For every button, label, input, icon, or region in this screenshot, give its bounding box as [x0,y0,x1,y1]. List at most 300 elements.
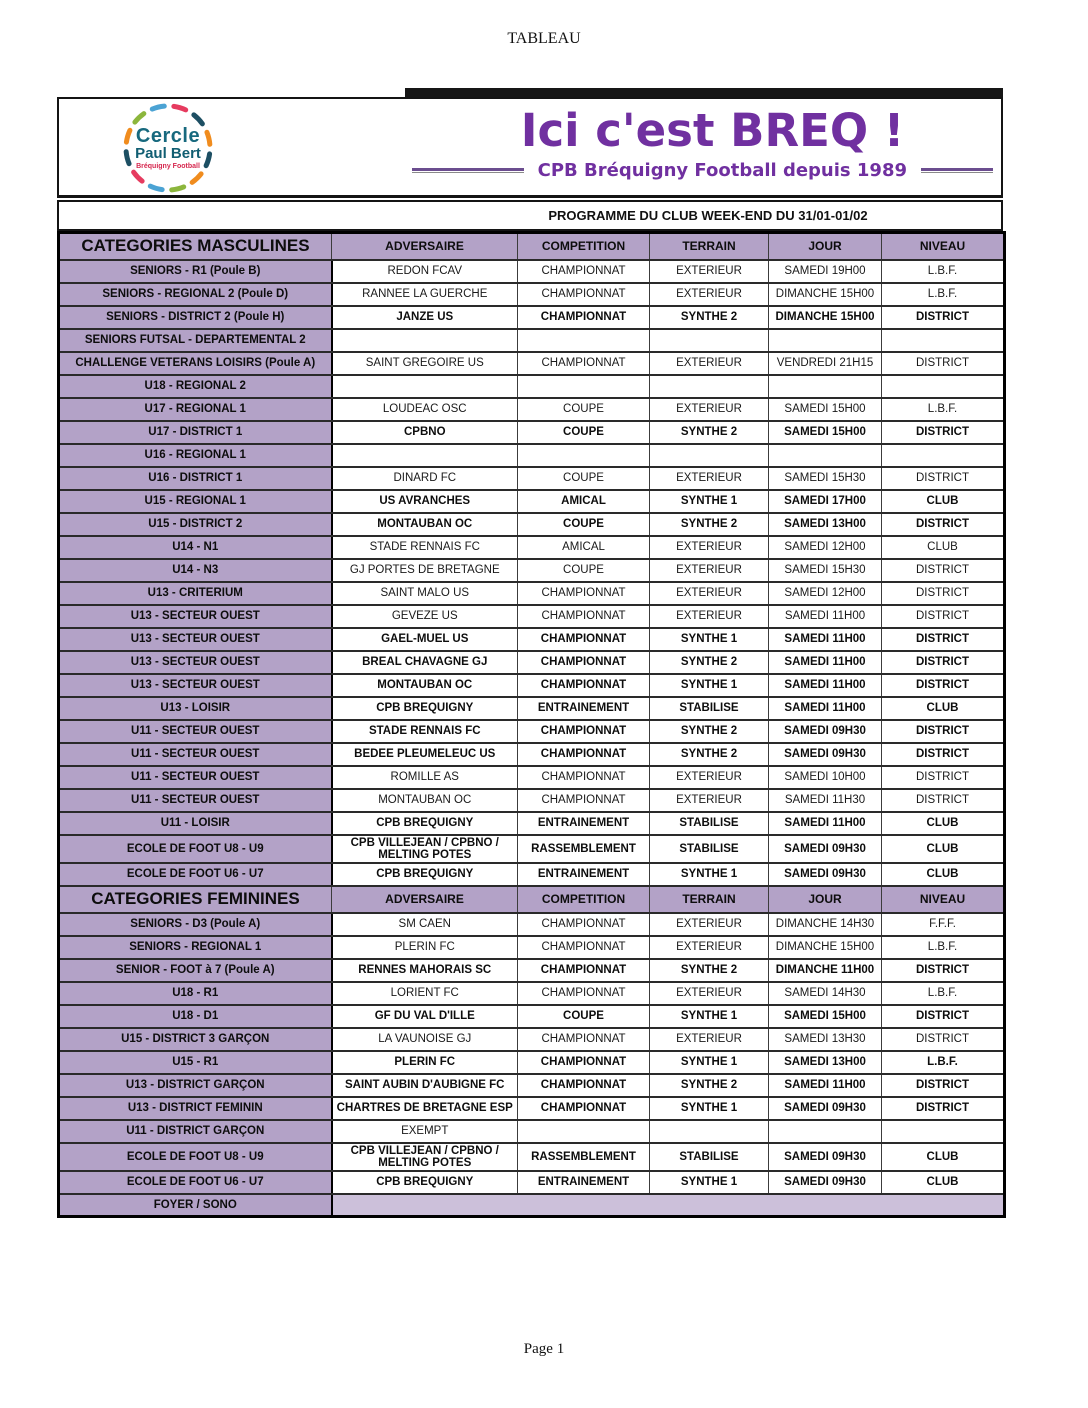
data-cell: MONTAUBAN OC [332,674,518,697]
data-cell: STABILISE [650,697,769,720]
schedule-row [59,913,1005,936]
logo-text [121,101,215,195]
data-cell: SYNTHE 2 [650,959,769,982]
schedule-row [59,651,1005,674]
category-cell: FOYER / SONO [59,1194,332,1217]
category-cell: SENIORS - R1 (Poule B) [59,260,332,283]
data-cell: L.B.F. [882,936,1005,959]
data-cell: SAMEDI 10H00 [769,766,882,789]
data-cell: CHAMPIONNAT [518,1074,650,1097]
data-cell: DIMANCHE 15H00 [769,306,882,329]
banner-title: Ici c'est BREQ ! [520,104,905,157]
category-cell: U14 - N1 [59,536,332,559]
category-cell: U13 - SECTEUR OUEST [59,674,332,697]
schedule-row [59,766,1005,789]
data-cell: DISTRICT [882,582,1005,605]
data-cell: SAMEDI 11H00 [769,812,882,835]
data-cell: CPB BREQUIGNY [332,1171,518,1194]
data-cell: EXTERIEUR [650,582,769,605]
category-cell: U11 - SECTEUR OUEST [59,720,332,743]
data-cell: LORIENT FC [332,982,518,1005]
category-cell: U13 - DISTRICT FEMININ [59,1097,332,1120]
section-title: CATEGORIES FEMININES [59,886,332,913]
data-cell: DISTRICT [882,789,1005,812]
schedule-row [59,720,1005,743]
data-cell: SYNTHE 1 [650,674,769,697]
data-cell: EXTERIEUR [650,398,769,421]
logo-line-brequigny: Bréquigny Football [136,162,200,170]
schedule-row [59,260,1005,283]
data-cell: SYNTHE 1 [650,1005,769,1028]
data-cell: EXTERIEUR [650,766,769,789]
data-cell: DISTRICT [882,1005,1005,1028]
data-cell: DISTRICT [882,605,1005,628]
data-cell: SAMEDI 09H30 [769,835,882,863]
data-cell: SAMEDI 12H00 [769,582,882,605]
data-cell: RASSEMBLEMENT [518,1143,650,1171]
double-rule-right [921,168,993,173]
data-cell [518,444,650,467]
data-cell: DISTRICT [882,1074,1005,1097]
data-cell: L.B.F. [882,260,1005,283]
data-cell [650,444,769,467]
data-cell: SAMEDI 11H00 [769,628,882,651]
data-cell: STADE RENNAIS FC [332,536,518,559]
data-cell: EXTERIEUR [650,982,769,1005]
schedule-row [59,982,1005,1005]
data-cell: COUPE [518,513,650,536]
schedule-row [59,421,1005,444]
schedule-row [59,697,1005,720]
data-cell: CHAMPIONNAT [518,352,650,375]
data-cell [650,375,769,398]
category-cell: U13 - SECTEUR OUEST [59,651,332,674]
data-cell: JANZE US [332,306,518,329]
logo-line-cercle: Cercle [135,124,201,147]
data-cell: CPB BREQUIGNY [332,812,518,835]
data-cell: CHAMPIONNAT [518,913,650,936]
schedule-row [59,812,1005,835]
programme-strip [57,200,1003,231]
banner-area [406,99,1001,195]
data-cell: STABILISE [650,835,769,863]
schedule-row [59,513,1005,536]
category-cell: U13 - SECTEUR OUEST [59,605,332,628]
column-header: NIVEAU [882,233,1005,260]
category-cell: CHALLENGE VETERANS LOISIRS (Poule A) [59,352,332,375]
schedule-row [59,375,1005,398]
category-cell: U11 - SECTEUR OUEST [59,743,332,766]
data-cell [332,444,518,467]
schedule-row [59,936,1005,959]
page-number: Page 1 [523,1341,565,1357]
schedule-row [59,398,1005,421]
data-cell: DISTRICT [882,352,1005,375]
column-header: COMPETITION [518,886,650,913]
data-cell: CHAMPIONNAT [518,582,650,605]
data-cell: CHAMPIONNAT [518,605,650,628]
data-cell: MONTAUBAN OC [332,789,518,812]
category-cell: ECOLE DE FOOT U6 - U7 [59,863,332,886]
schedule-row [59,306,1005,329]
data-cell: DISTRICT [882,959,1005,982]
data-cell: SYNTHE 1 [650,863,769,886]
category-cell: U15 - DISTRICT 2 [59,513,332,536]
data-cell: CHAMPIONNAT [518,651,650,674]
schedule-row [59,789,1005,812]
programme-label: PROGRAMME DU CLUB WEEK-END DU 31/01-01/02 [548,208,868,223]
data-cell: VENDREDI 21H15 [769,352,882,375]
category-cell: U11 - LOISIR [59,812,332,835]
data-cell: SAMEDI 15H00 [769,398,882,421]
data-cell: SYNTHE 2 [650,306,769,329]
data-cell: EXTERIEUR [650,260,769,283]
schedule-row [59,628,1005,651]
data-cell: EXTERIEUR [650,605,769,628]
category-cell: U17 - DISTRICT 1 [59,421,332,444]
document-label: TABLEAU [507,30,581,47]
data-cell: CLUB [882,697,1005,720]
data-cell: EXTERIEUR [650,1028,769,1051]
schedule-row [59,283,1005,306]
category-cell: U11 - SECTEUR OUEST [59,766,332,789]
data-cell [769,1120,882,1143]
data-cell: CLUB [882,863,1005,886]
data-cell: DISTRICT [882,467,1005,490]
data-cell: ENTRAINEMENT [518,863,650,886]
data-cell: RENNES MAHORAIS SC [332,959,518,982]
section-title: CATEGORIES MASCULINES [59,233,332,260]
data-cell: GF DU VAL D'ILLE [332,1005,518,1028]
data-cell: CHAMPIONNAT [518,283,650,306]
category-cell: SENIORS FUTSAL - DEPARTEMENTAL 2 [59,329,332,352]
data-cell: SM CAEN [332,913,518,936]
data-cell: PLERIN FC [332,936,518,959]
schedule-row [59,674,1005,697]
schedule-row [59,1074,1005,1097]
category-cell: SENIORS - REGIONAL 1 [59,936,332,959]
data-cell: CPB BREQUIGNY [332,697,518,720]
data-cell: STABILISE [650,1143,769,1171]
data-cell: CLUB [882,1143,1005,1171]
schedule-row [59,1143,1005,1171]
schedule-row [59,959,1005,982]
data-cell: STABILISE [650,812,769,835]
data-cell: PLERIN FC [332,1051,518,1074]
data-cell: EXTERIEUR [650,467,769,490]
category-cell: U13 - SECTEUR OUEST [59,628,332,651]
data-cell: DIMANCHE 14H30 [769,913,882,936]
data-cell: SAMEDI 17H00 [769,490,882,513]
data-cell: DISTRICT [882,1097,1005,1120]
data-cell: F.F.F. [882,913,1005,936]
data-cell: CHAMPIONNAT [518,1028,650,1051]
data-cell: ENTRAINEMENT [518,697,650,720]
schedule-row [59,444,1005,467]
banner-top-black-bar [405,88,1003,97]
schedule-row [59,1051,1005,1074]
schedule-row [59,352,1005,375]
data-cell: CHAMPIONNAT [518,982,650,1005]
data-cell: SYNTHE 2 [650,651,769,674]
data-cell: RANNEE LA GUERCHE [332,283,518,306]
data-cell: SAMEDI 15H00 [769,1005,882,1028]
data-cell: ENTRAINEMENT [518,1171,650,1194]
data-cell: CPBNO [332,421,518,444]
data-cell: SAINT MALO US [332,582,518,605]
category-cell: U14 - N3 [59,559,332,582]
data-cell: CPB BREQUIGNY [332,863,518,886]
category-cell: U11 - SECTEUR OUEST [59,789,332,812]
data-cell: EXTERIEUR [650,352,769,375]
data-cell: ENTRAINEMENT [518,812,650,835]
data-cell [882,444,1005,467]
data-cell: CHAMPIONNAT [518,1097,650,1120]
data-cell: SAMEDI 11H00 [769,674,882,697]
column-header: NIVEAU [882,886,1005,913]
data-cell: SAMEDI 11H00 [769,697,882,720]
schedule-row [59,863,1005,886]
data-cell: SYNTHE 1 [650,628,769,651]
schedule-row [59,1028,1005,1051]
data-cell: SAINT GREGOIRE US [332,352,518,375]
column-header: JOUR [769,233,882,260]
data-cell: SAMEDI 11H30 [769,789,882,812]
category-cell: U18 - REGIONAL 2 [59,375,332,398]
data-cell: EXTERIEUR [650,283,769,306]
category-cell: U15 - REGIONAL 1 [59,490,332,513]
data-cell: CHAMPIONNAT [518,959,650,982]
section-header-row [59,886,1005,913]
data-cell: SAMEDI 15H30 [769,559,882,582]
data-cell: CHAMPIONNAT [518,306,650,329]
data-cell: CPB VILLEJEAN / CPBNO / MELTING POTES [332,1143,518,1171]
double-rule-left [412,168,524,173]
data-cell: RASSEMBLEMENT [518,835,650,863]
category-cell: SENIORS - D3 (Poule A) [59,913,332,936]
data-cell: DIMANCHE 15H00 [769,936,882,959]
data-cell [518,1120,650,1143]
data-cell [332,375,518,398]
data-cell: DISTRICT [882,766,1005,789]
column-header: JOUR [769,886,882,913]
data-cell: EXTERIEUR [650,936,769,959]
merged-empty-cell [332,1194,1005,1217]
data-cell: CLUB [882,812,1005,835]
data-cell [882,329,1005,352]
data-cell: CLUB [882,536,1005,559]
schedule-row [59,605,1005,628]
data-cell [769,444,882,467]
data-cell: CHAMPIONNAT [518,260,650,283]
data-cell: CLUB [882,1171,1005,1194]
data-cell: SAMEDI 09H30 [769,1143,882,1171]
banner-subtitle: CPB Bréquigny Football depuis 1989 [537,160,907,181]
category-cell: U15 - R1 [59,1051,332,1074]
column-header: TERRAIN [650,886,769,913]
data-cell: L.B.F. [882,982,1005,1005]
data-cell: SAMEDI 12H00 [769,536,882,559]
data-cell: REDON FCAV [332,260,518,283]
data-cell: SAMEDI 13H00 [769,1051,882,1074]
data-cell: DISTRICT [882,306,1005,329]
data-cell [650,329,769,352]
data-cell: SAINT AUBIN D'AUBIGNE FC [332,1074,518,1097]
data-cell: COUPE [518,421,650,444]
category-cell: U18 - D1 [59,1005,332,1028]
schedule-table [57,231,1006,1218]
data-cell: L.B.F. [882,398,1005,421]
data-cell [769,329,882,352]
data-cell [518,375,650,398]
schedule-row [59,467,1005,490]
data-cell: SAMEDI 19H00 [769,260,882,283]
category-cell: U15 - DISTRICT 3 GARÇON [59,1028,332,1051]
data-cell: DISTRICT [882,651,1005,674]
data-cell: SYNTHE 2 [650,513,769,536]
category-cell: U11 - DISTRICT GARÇON [59,1120,332,1143]
data-cell [650,1120,769,1143]
data-cell: CHAMPIONNAT [518,936,650,959]
data-cell: SYNTHE 1 [650,1097,769,1120]
category-cell: SENIORS - REGIONAL 2 (Poule D) [59,283,332,306]
data-cell: SYNTHE 1 [650,490,769,513]
data-cell: STADE RENNAIS FC [332,720,518,743]
category-cell: U13 - CRITERIUM [59,582,332,605]
schedule-row [59,1097,1005,1120]
data-cell: GAEL-MUEL US [332,628,518,651]
data-cell: EXTERIEUR [650,913,769,936]
category-cell: SENIORS - DISTRICT 2 (Poule H) [59,306,332,329]
data-cell: CHAMPIONNAT [518,789,650,812]
data-cell: MONTAUBAN OC [332,513,518,536]
data-cell: DISTRICT [882,421,1005,444]
data-cell: SYNTHE 2 [650,720,769,743]
category-cell: U13 - DISTRICT GARÇON [59,1074,332,1097]
category-cell: U16 - REGIONAL 1 [59,444,332,467]
schedule-row [59,1171,1005,1194]
data-cell: COUPE [518,559,650,582]
schedule-row [59,329,1005,352]
data-cell: GEVEZE US [332,605,518,628]
data-cell: CLUB [882,490,1005,513]
data-cell: SYNTHE 2 [650,421,769,444]
data-cell [518,329,650,352]
column-header: TERRAIN [650,233,769,260]
data-cell: CHAMPIONNAT [518,1051,650,1074]
data-cell: SAMEDI 14H30 [769,982,882,1005]
banner-subtitle-row [406,160,1001,181]
data-cell: SYNTHE 1 [650,1051,769,1074]
data-cell: LOUDEAC OSC [332,398,518,421]
category-cell: U18 - R1 [59,982,332,1005]
data-cell: CHAMPIONNAT [518,766,650,789]
data-cell: CHAMPIONNAT [518,743,650,766]
data-cell: US AVRANCHES [332,490,518,513]
data-cell: SYNTHE 2 [650,1074,769,1097]
category-cell: SENIOR - FOOT à 7 (Poule A) [59,959,332,982]
schedule-row [59,490,1005,513]
data-cell: EXTERIEUR [650,536,769,559]
schedule-row [59,1194,1005,1217]
schedule-row [59,1005,1005,1028]
data-cell: DISTRICT [882,743,1005,766]
data-cell: AMICAL [518,490,650,513]
data-cell [769,375,882,398]
schedule-row [59,835,1005,863]
schedule-row [59,1120,1005,1143]
data-cell: DISTRICT [882,674,1005,697]
category-cell: ECOLE DE FOOT U6 - U7 [59,1171,332,1194]
cercle-paul-bert-logo [121,101,215,195]
data-cell: DISTRICT [882,720,1005,743]
data-cell: COUPE [518,467,650,490]
data-cell: DINARD FC [332,467,518,490]
schedule-row [59,743,1005,766]
data-cell: SAMEDI 09H30 [769,1097,882,1120]
data-cell: DISTRICT [882,513,1005,536]
data-cell: CHAMPIONNAT [518,674,650,697]
category-cell: ECOLE DE FOOT U8 - U9 [59,835,332,863]
schedule-row [59,536,1005,559]
data-cell: SAMEDI 11H00 [769,605,882,628]
data-cell: CPB VILLEJEAN / CPBNO / MELTING POTES [332,835,518,863]
category-cell: ECOLE DE FOOT U8 - U9 [59,1143,332,1171]
data-cell [882,375,1005,398]
data-cell: SYNTHE 2 [650,743,769,766]
data-cell: AMICAL [518,536,650,559]
data-cell: SAMEDI 15H00 [769,421,882,444]
data-cell: L.B.F. [882,1051,1005,1074]
schedule-row [59,559,1005,582]
category-cell: U17 - REGIONAL 1 [59,398,332,421]
column-header: COMPETITION [518,233,650,260]
club-header-banner [57,97,1003,198]
column-header: ADVERSAIRE [332,233,518,260]
category-cell: U13 - LOISIR [59,697,332,720]
data-cell [882,1120,1005,1143]
data-cell: LA VAUNOISE GJ [332,1028,518,1051]
data-cell: ROMILLE AS [332,766,518,789]
data-cell: EXEMPT [332,1120,518,1143]
data-cell: CHAMPIONNAT [518,628,650,651]
data-cell: SAMEDI 15H30 [769,467,882,490]
data-cell [332,329,518,352]
data-cell: EXTERIEUR [650,559,769,582]
data-cell: SAMEDI 09H30 [769,743,882,766]
schedule-row [59,582,1005,605]
data-cell: CHARTRES DE BRETAGNE ESP [332,1097,518,1120]
category-cell: U16 - DISTRICT 1 [59,467,332,490]
data-cell: BREAL CHAVAGNE GJ [332,651,518,674]
data-cell: CLUB [882,835,1005,863]
data-cell: SYNTHE 1 [650,1171,769,1194]
data-cell: COUPE [518,398,650,421]
data-cell: DIMANCHE 15H00 [769,283,882,306]
logo-area [59,99,406,195]
data-cell: GJ PORTES DE BRETAGNE [332,559,518,582]
data-cell: SAMEDI 11H00 [769,651,882,674]
column-header: ADVERSAIRE [332,886,518,913]
data-cell: SAMEDI 09H30 [769,863,882,886]
section-header-row [59,233,1005,260]
data-cell: SAMEDI 09H30 [769,720,882,743]
data-cell: DIMANCHE 11H00 [769,959,882,982]
data-cell: SAMEDI 11H00 [769,1074,882,1097]
data-cell: COUPE [518,1005,650,1028]
data-cell: SAMEDI 13H30 [769,1028,882,1051]
data-cell: L.B.F. [882,283,1005,306]
